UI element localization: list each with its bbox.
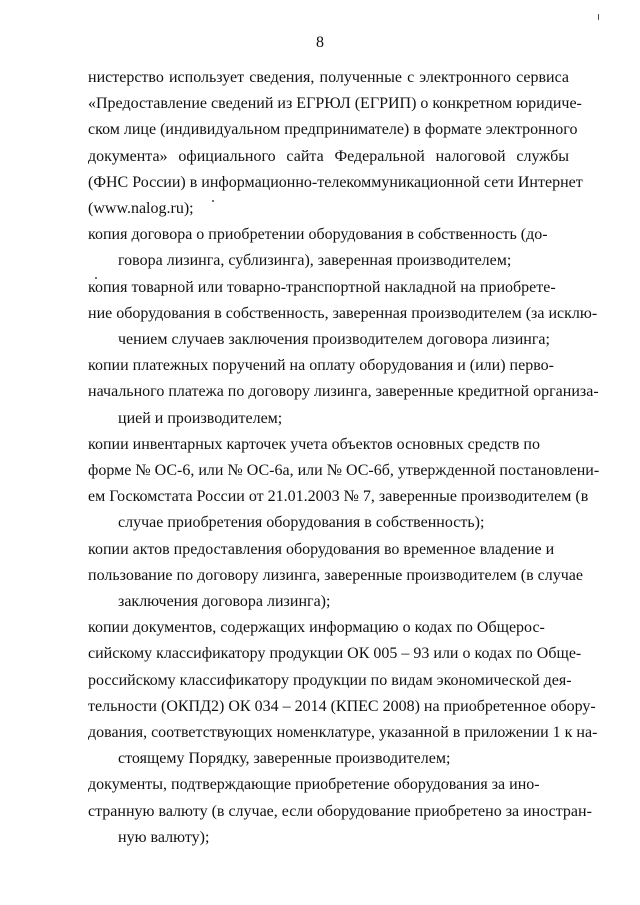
text-line: заключения договора лизинга); — [118, 593, 331, 611]
paragraph — [88, 353, 599, 432]
text-line: (www.nalog.ru); — [88, 200, 194, 218]
text-line: форме № ОС-6, или № ОС-6а, или № ОС-6б, утвержденной постановлени- — [88, 462, 600, 480]
text-line: пользование по договору лизинга, заверенные производителем (в случае — [88, 566, 584, 584]
text-line: копия товарной или товарно-транспортной накладной на приобрете- — [88, 278, 556, 296]
text-line: копия договора о приобретении оборудования в собственность (до- — [88, 226, 548, 244]
text-line: «Предоставление сведений из ЕГРЮЛ (ЕГРИП) о конкретном юридиче- — [88, 95, 582, 113]
text-line: российскому классификатору продукции по видам экономической дея- — [88, 671, 572, 689]
text-line: цией и производителем; — [118, 409, 283, 427]
scan-speck — [95, 277, 97, 279]
text-line: тельности (ОКПД2) ОК 034 – 2014 (КПЕС 2008) на приобретенное обору- — [88, 697, 596, 715]
page-number: 8 — [316, 34, 324, 51]
paragraph — [88, 432, 600, 537]
text-line: нистерство использует сведения, полученные с электронного сервиса — [88, 69, 569, 86]
text-line: говора лизинга, сублизинга), заверенная производителем; — [118, 252, 512, 270]
text-line: ную валюту); — [118, 828, 210, 846]
text-line: (ФНС России) в информационно-телекоммуникационной сети Интернет — [88, 173, 583, 191]
paragraph — [88, 275, 598, 354]
text-line: документы, подтверждающие приобретение оборудования за ино- — [88, 776, 540, 794]
text-line: чением случаев заключения производителем договора лизинга; — [118, 331, 550, 349]
text-line: ском лице (индивидуальном предпринимателе) в формате электронного — [88, 121, 578, 139]
text-line: дования, соответствующих номенклатуре, указанной в приложении 1 к на- — [88, 724, 598, 742]
text-line: ем Госкомстата России от 21.01.2003 № 7, заверенные производителем (в — [88, 488, 589, 506]
text-line: копии документов, содержащих информацию о кодах по Общерос- — [88, 619, 545, 637]
paragraph — [88, 65, 583, 222]
text-line: копии актов предоставления оборудования во временное владение и — [88, 540, 555, 558]
document-body — [88, 65, 600, 851]
paragraph — [88, 615, 598, 772]
scan-speck — [598, 14, 599, 20]
scan-speck — [212, 200, 214, 202]
text-line: случае приобретения оборудования в собственность); — [118, 514, 485, 532]
paragraph — [88, 537, 584, 616]
text-line: странную валюту (в случае, если оборудование приобретено за иностран- — [88, 802, 592, 820]
text-line: копии платежных поручений на оплату оборудования и (или) перво- — [88, 357, 554, 375]
text-line: начального платежа по договору лизинга, заверенные кредитной организа- — [88, 383, 599, 401]
text-line: копии инвентарных карточек учета объектов основных средств по — [88, 435, 540, 453]
text-line: документа» официального сайта Федеральной налоговой службы — [88, 147, 569, 165]
paragraph — [88, 222, 569, 274]
text-line: стоящему Порядку, заверенные производителем; — [118, 750, 451, 768]
text-line: ние оборудования в собственность, заверенная производителем (за исклю- — [88, 304, 598, 322]
paragraph — [88, 772, 592, 851]
text-line: сийскому классификатору продукции ОК 005 – 93 или о кодах по Обще- — [88, 645, 582, 663]
